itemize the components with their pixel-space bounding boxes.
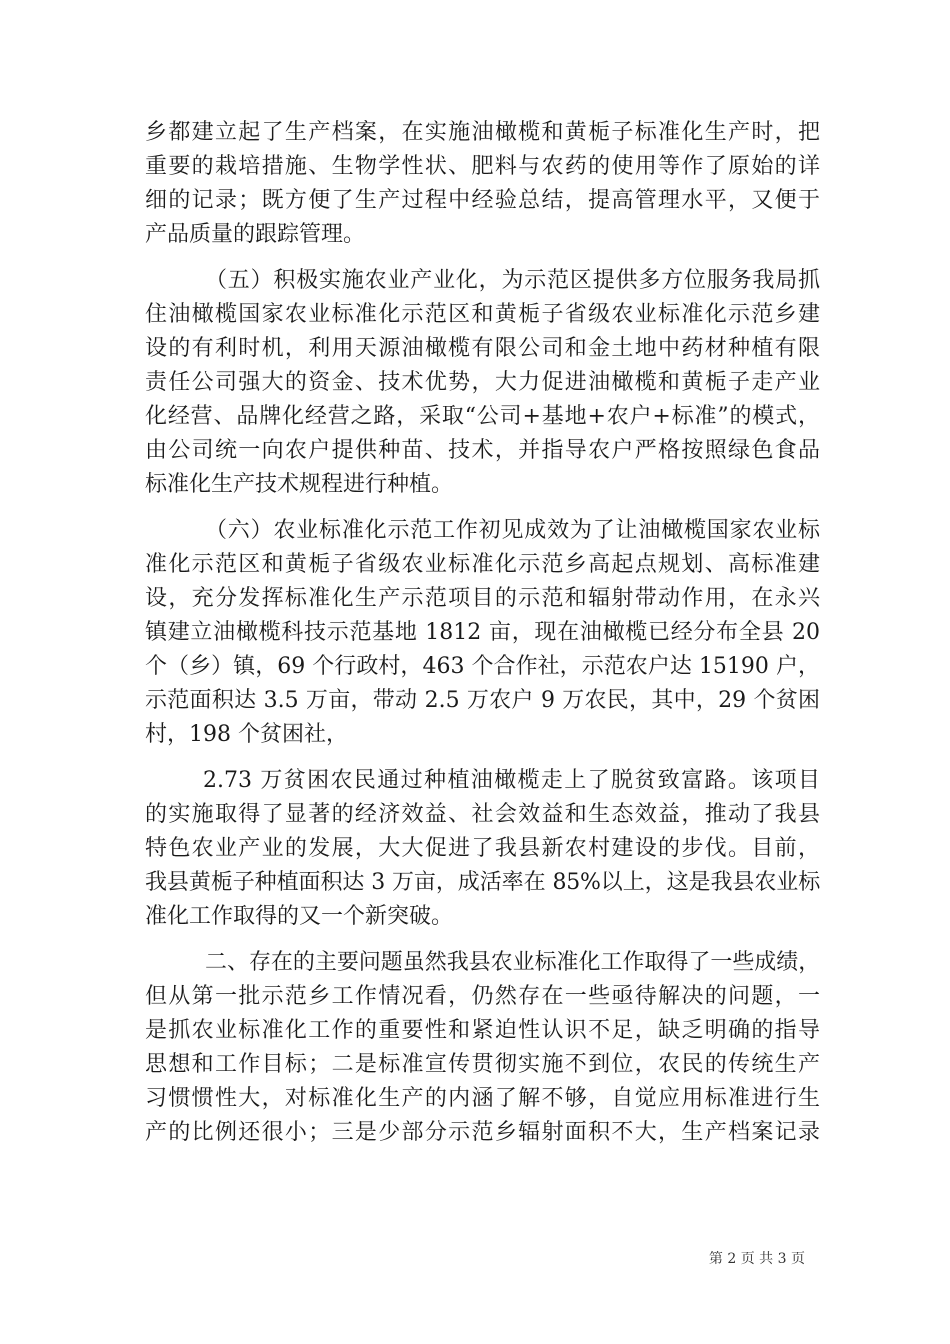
text-line: 准化示范区和黄栀子省级农业标准化示范乡高起点规划、高标准建 (145, 552, 820, 577)
text-line: 镇建立油橄榄科技示范基地 1812 亩，现在油橄榄已经分布全县 20 (145, 620, 820, 645)
text-line: 产的比例还很小；三是少部分示范乡辐射面积不大，生产档案记录 (145, 1120, 820, 1145)
text-line: 产品质量的跟踪管理。 (145, 222, 366, 247)
text-line: 标准化生产技术规程进行种植。 (145, 472, 454, 497)
document-body (145, 116, 820, 1150)
text-line: 化经营、品牌化经营之路，采取“公司+基地+农户+标准”的模式， (145, 404, 820, 429)
text-line: 村，198 个贫困社， (145, 722, 348, 747)
text-line: 设的有利时机，利用天源油橄榄有限公司和金土地中药材种植有限 (145, 336, 820, 361)
text-line: 思想和工作目标；二是标准宣传贯彻实施不到位，农民的传统生产 (145, 1052, 820, 1077)
page-number: 第 2 页 共 3 页 (708, 1251, 805, 1267)
text-line: 细的记录；既方便了生产过程中经验总结，提高管理水平，又便于 (145, 188, 820, 213)
text-line: 个（乡）镇，69 个行政村，463 个合作社，示范农户达 15190 户， (145, 654, 820, 679)
text-line: 设，充分发挥标准化生产示范项目的示范和辐射带动作用，在永兴 (145, 586, 820, 611)
text-line: 的实施取得了显著的经济效益、社会效益和生态效益，推动了我县 (145, 802, 820, 827)
text-line: 由公司统一向农户提供种苗、技术，并指导农户严格按照绿色食品 (145, 438, 820, 463)
text-line: （六）农业标准化示范工作初见成效为了让油橄榄国家农业标 (205, 518, 820, 543)
text-line: 责任公司强大的资金、技术优势，大力促进油橄榄和黄栀子走产业 (145, 370, 820, 395)
text-line: （五）积极实施农业产业化，为示范区提供多方位服务我局抓 (205, 268, 820, 293)
text-line: 乡都建立起了生产档案，在实施油橄榄和黄栀子标准化生产时，把 (145, 120, 820, 145)
text-line: 但从第一批示范乡工作情况看，仍然存在一些亟待解决的问题，一 (145, 984, 820, 1009)
text-line: 特色农业产业的发展，大大促进了我县新农村建设的步伐。目前， (145, 836, 820, 861)
text-line: 住油橄榄国家农业标准化示范区和黄栀子省级农业标准化示范乡建 (145, 302, 820, 327)
text-line: 2.73 万贫困农民通过种植油橄榄走上了脱贫致富路。该项目 (203, 768, 820, 793)
text-line: 习惯惯性大，对标准化生产的内涵了解不够，自觉应用标准进行生 (145, 1086, 820, 1111)
text-line: 重要的栽培措施、生物学性状、肥料与农药的使用等作了原始的详 (145, 154, 820, 179)
text-line: 我县黄栀子种植面积达 3 万亩，成活率在 85%以上，这是我县农业标 (145, 870, 820, 895)
text-line: 示范面积达 3.5 万亩，带动 2.5 万农户 9 万农民，其中，29 个贫困 (145, 688, 820, 713)
text-line: 是抓农业标准化工作的重要性和紧迫性认识不足，缺乏明确的指导 (145, 1018, 820, 1043)
text-line: 二、存在的主要问题虽然我县农业标准化工作取得了一些成绩， (205, 950, 820, 975)
text-line: 准化工作取得的又一个新突破。 (145, 904, 454, 929)
